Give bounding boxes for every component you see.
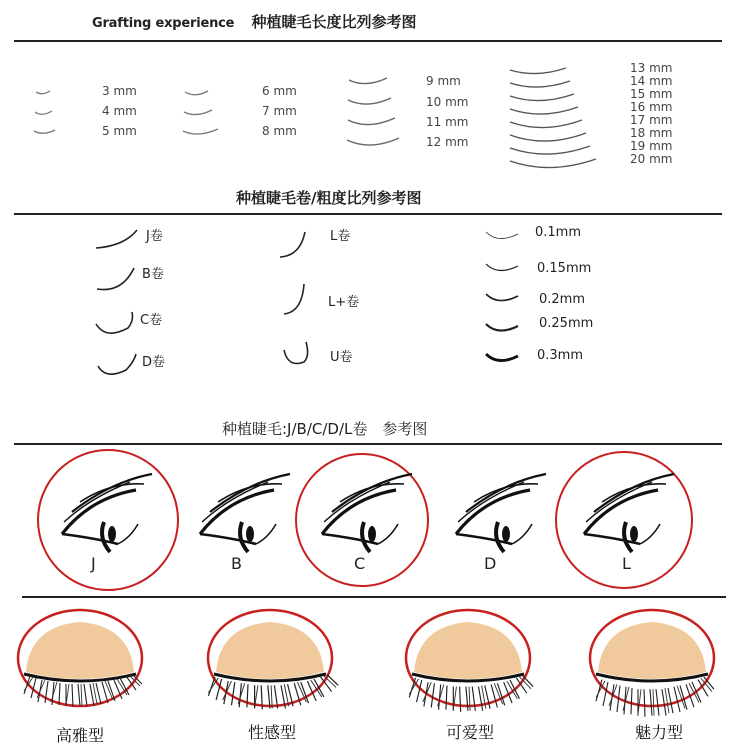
lash-style-label: 可爱型: [446, 723, 495, 742]
thickness-label: 0.3mm: [537, 348, 584, 363]
thickness-02-icon: [484, 288, 524, 306]
length-label: 4 mm: [102, 104, 137, 118]
lash-style-label: 高雅型: [56, 726, 105, 745]
curl-b-icon: [94, 265, 144, 295]
curl-label: J卷: [146, 229, 163, 244]
eye-circle-j: [38, 450, 178, 590]
eye-label: B: [231, 554, 242, 573]
divider-3: [14, 443, 722, 445]
thickness-label: 0.25mm: [539, 316, 594, 331]
curl-j-icon: [94, 228, 144, 252]
eyes-section-title: 种植睫毛:J/B/C/D/L卷 参考图: [222, 420, 428, 438]
thickness-label: 0.2mm: [539, 292, 586, 307]
curl-u-icon: [278, 338, 318, 372]
lash-length-group-3: [345, 70, 405, 160]
curl-label: U卷: [330, 350, 353, 365]
length-label: 17 mm: [630, 113, 673, 127]
eye-label: J: [91, 554, 96, 573]
length-label: 3 mm: [102, 84, 137, 98]
length-label: 5 mm: [102, 124, 137, 138]
length-label: 9 mm: [426, 74, 461, 88]
length-label: 15 mm: [630, 87, 673, 101]
thickness-015-icon: [484, 258, 524, 276]
curl-label: L+卷: [328, 295, 360, 310]
length-label: 16 mm: [630, 100, 673, 114]
length-label: 8 mm: [262, 124, 297, 138]
thickness-01-icon: [484, 226, 524, 244]
curl-label: B卷: [142, 267, 164, 282]
thickness-label: 0.1mm: [535, 225, 582, 240]
length-title-zh: 种植睫毛长度比列参考图: [251, 13, 417, 31]
length-label: 10 mm: [426, 95, 469, 109]
lash-style-label: 魅力型: [635, 723, 684, 742]
curl-label: D卷: [142, 355, 166, 370]
thickness-label: 0.15mm: [537, 261, 592, 276]
divider-1: [14, 40, 722, 42]
length-label: 6 mm: [262, 84, 297, 98]
curl-l-plus-icon: [282, 280, 312, 320]
length-label: 19 mm: [630, 139, 673, 153]
length-label: 12 mm: [426, 135, 469, 149]
length-label: 11 mm: [426, 115, 469, 129]
length-title-en: Grafting experience: [92, 16, 235, 31]
curl-label: L卷: [330, 229, 351, 244]
curl-section-title: 种植睫毛卷/粗度比列参考图: [236, 189, 422, 207]
eye-label: L: [622, 554, 631, 573]
eye-label: C: [354, 554, 366, 573]
lash-length-group-4: [506, 62, 606, 170]
length-section-title: [92, 11, 417, 32]
lash-length-group-1: [30, 82, 60, 142]
thickness-025-icon: [484, 318, 524, 336]
divider-4: [22, 596, 726, 598]
curl-l-icon: [278, 228, 318, 262]
curl-d-icon: [92, 350, 142, 380]
thickness-03-icon: [484, 348, 524, 366]
eye-label: D: [484, 554, 497, 573]
length-label: 7 mm: [262, 104, 297, 118]
length-label: 14 mm: [630, 74, 673, 88]
lash-length-group-2: [180, 82, 230, 142]
length-label: 18 mm: [630, 126, 673, 140]
curl-c-icon: [92, 306, 142, 336]
lash-style-row: [0, 606, 750, 718]
divider-2: [14, 213, 722, 215]
eye-diagram-row: [0, 448, 750, 594]
lash-style-label: 性感型: [248, 723, 297, 742]
length-label: 20 mm: [630, 152, 673, 166]
curl-label: C卷: [140, 313, 163, 328]
length-label: 13 mm: [630, 61, 673, 75]
